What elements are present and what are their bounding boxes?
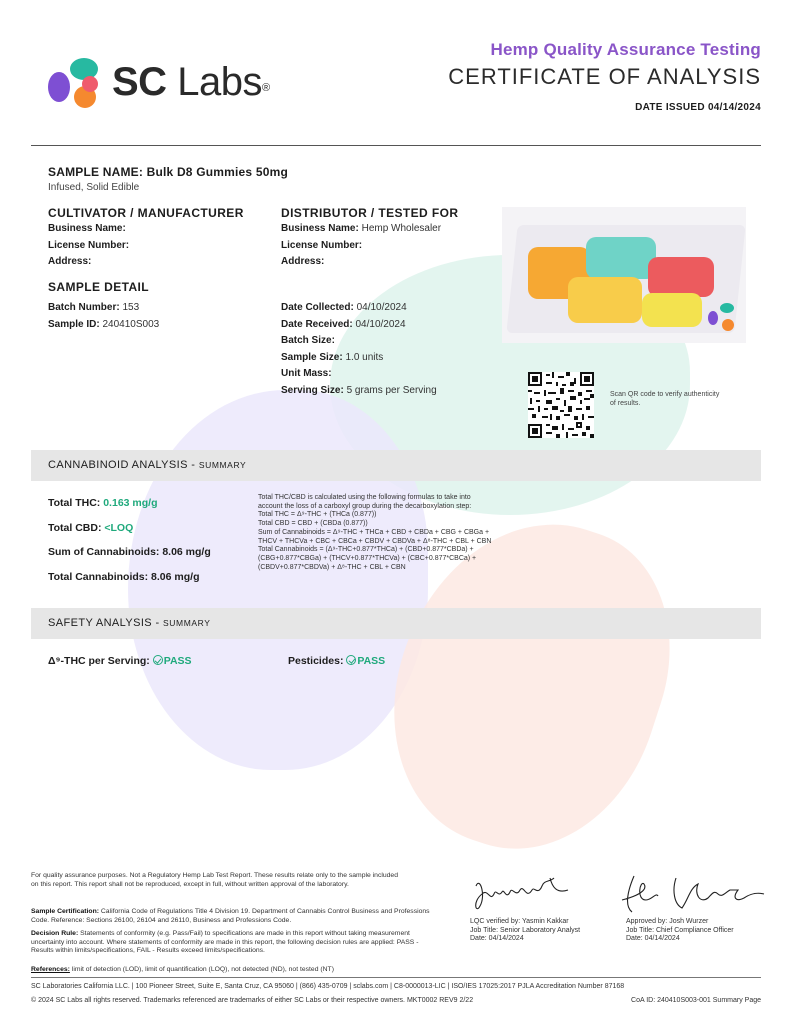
sc-labs-logo <box>48 56 278 112</box>
sample-name: SAMPLE NAME: Bulk D8 Gummies 50mg <box>48 165 288 179</box>
references: References: limit of detection (LOD), limit of quantification (LOQ), not detected (ND), not tested (NT) <box>31 966 334 973</box>
sample-detail-heading: SAMPLE DETAIL <box>48 280 149 294</box>
d9-thc-per-serving: Δ⁹-THC per Serving: PASS <box>48 655 192 667</box>
distributor-heading: DISTRIBUTOR / TESTED FOR <box>281 206 459 220</box>
qa-note: For quality assurance purposes. Not a Regulatory Hemp Lab Test Report. These results relate only to the sample included on this report. This report shall not be reproduced, except in full, without written approval of the laboratory. <box>31 872 398 888</box>
total-thc: Total THC: 0.163 mg/g <box>48 497 158 509</box>
logo-dot-pink <box>82 76 98 92</box>
coa-id: CoA ID: 240410S003-001 Summary Page <box>631 997 761 1004</box>
header-divider <box>31 145 761 146</box>
photo-logo-teal <box>720 303 734 313</box>
gummy-yellow <box>568 277 642 323</box>
signature-yasmin-kakkar <box>470 872 580 918</box>
total-cbd-value: <LOQ <box>104 522 134 534</box>
cannabinoid-section-bar <box>31 450 761 481</box>
date-issued: DATE ISSUED 04/14/2024 <box>635 102 761 113</box>
sample-detail-right: Date Collected: 04/10/2024 Date Received: 04/10/2024 Batch Size: Sample Size: 1.0 units Unit Mass: Serving Size: 5 grams per Serving <box>281 302 437 396</box>
gummy-red <box>648 257 714 297</box>
signature-2-block: Approved by: Josh Wurzer Job Title: Chief Compliance Officer Date: 04/14/2024 <box>626 918 734 943</box>
signature-1-block: LQC verified by: Yasmin Kakkar Job Title: Senior Laboratory Analyst Date: 04/14/2024 <box>470 918 581 943</box>
qr-code[interactable] <box>528 372 594 438</box>
pesticides-pass-result: PASS <box>357 655 386 667</box>
sum-of-cannabinoids: Sum of Cannabinoids: 8.06 mg/g <box>48 546 211 558</box>
pesticides-result: Pesticides: PASS <box>288 655 386 667</box>
copyright-line: © 2024 SC Labs all rights reserved. Trademarks referenced are trademarks of either SC Labs or their respective owners. MKT0002 REV9 2/22 <box>31 997 474 1004</box>
report-header <box>448 40 761 113</box>
cannabinoid-section-title: CANNABINOID ANALYSIS - SUMMARY <box>48 459 247 471</box>
safety-section-bar <box>31 608 761 639</box>
footer-divider <box>31 977 761 978</box>
gummy-teal <box>586 237 656 279</box>
total-cbd: Total CBD: <LOQ <box>48 522 134 534</box>
check-circle-icon <box>153 655 163 665</box>
report-title: CERTIFICATE OF ANALYSIS <box>448 64 761 89</box>
report-subtitle: Hemp Quality Assurance Testing <box>490 40 761 59</box>
sample-certification: Sample Certification: California Code of Regulations Title 4 Division 19. Department of Cannabis Control Business and Professions Code. Reference: Sections 26100, 26104 and 26110, Business and Professions Code. <box>31 908 430 924</box>
decision-rule: Decision Rule: Statements of conformity (e.g. Pass/Fail) to specifications are made in this report without taking measurement uncertainty into account. Where statements of conformity are made in this report, the following decision rules are applied: PASS - Results within limits/specifications, FAIL - Results exceed limits/specifications. <box>31 930 419 955</box>
qr-caption: Scan QR code to verify authenticity of results. <box>610 391 720 407</box>
cultivator-details: Business Name: License Number: Address: <box>48 223 130 268</box>
sample-detail-left: Batch Number: 153 Sample ID: 240410S003 <box>48 302 160 330</box>
total-cannabinoids: Total Cannabinoids: 8.06 mg/g <box>48 571 200 583</box>
distributor-details: Business Name: Hemp Wholesaler License Number: Address: <box>281 223 442 268</box>
safety-section-title: SAFETY ANALYSIS - SUMMARY <box>48 617 211 629</box>
calculation-formulas: Total THC/CBD is calculated using the following formulas to take into account the loss of a carboxyl group during the decarboxylation step: Total THC = Δ⁹-THC + (THCa (0.877)) Total CBD = CBD + (CBDa (0.877)) Sum of Cannabinoids = Δ⁹-THC + THCa + CBD + CBDa + CBG + CBGa + THCV + THCVa + CBC + CBCa + CBDV + CBDVa + Δ⁸-THC + CBL + CBN Total Cannabinoids = (Δ⁹-THC+0.877*THCa) + (CBD+0.877*CBDa) + (CBG+0.877*CBGa) + (THCV+0.877*THCVa) + (CBC+0.877*CBCa) + (CBDV+0.877*CBDVa) + Δ⁸-THC + CBL + CBN <box>258 494 492 571</box>
logo-wordmark: SC Labs® <box>112 60 270 104</box>
gummy-lemon <box>642 293 702 327</box>
sample-type: Infused, Solid Edible <box>48 182 140 193</box>
photo-logo-orange <box>722 319 734 331</box>
d9-pass-result: PASS <box>163 655 192 667</box>
check-circle-icon <box>346 655 356 665</box>
signature-josh-wurzer <box>618 870 768 918</box>
total-thc-value: 0.163 mg/g <box>103 497 158 509</box>
product-photo <box>502 207 746 343</box>
photo-logo-purple <box>708 311 718 325</box>
lab-address-line: SC Laboratories California LLC. | 100 Pioneer Street, Suite E, Santa Cruz, CA 95060 | (866) 435-0709 | sclabs.com | C8-0000013-LIC | ISO/IES 17025:2017 PJLA Accreditation Number 87168 <box>31 983 625 990</box>
logo-dot-purple <box>48 72 70 102</box>
cultivator-heading: CULTIVATOR / MANUFACTURER <box>48 206 244 220</box>
